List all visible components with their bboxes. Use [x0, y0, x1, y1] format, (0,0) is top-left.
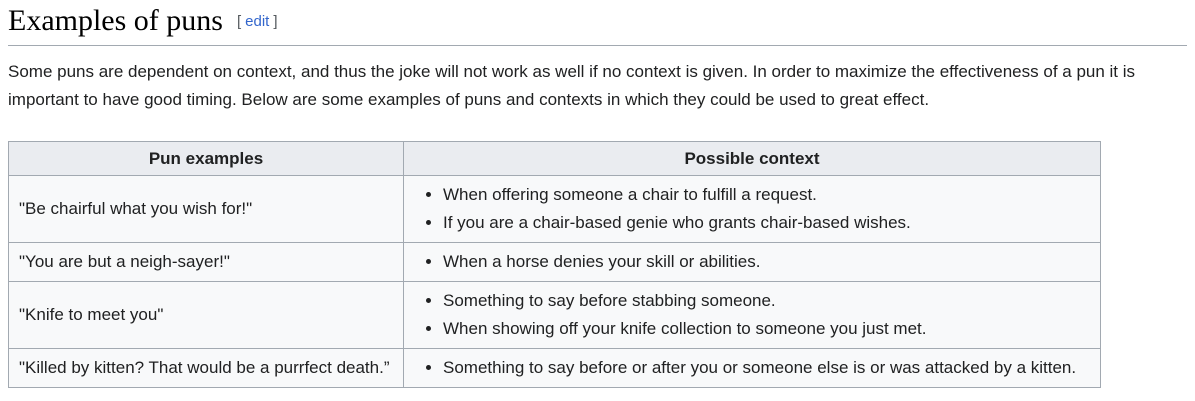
- context-list: [414, 181, 1090, 237]
- edit-link[interactable]: edit: [245, 13, 270, 30]
- pun-cell: "Killed by kitten? That would be a purrfect death.”: [9, 349, 404, 388]
- intro-paragraph: Some puns are dependent on context, and thus the joke will not work as well if no context is given. In order to maximize the effectiveness of a pun it is important to have good timing. Below are some examples of puns and contexts in which they could be used to great effect.: [8, 62, 1136, 109]
- edit-open-bracket: [: [236, 13, 242, 30]
- context-item: • Something to say before stabbing someone.: [443, 287, 1090, 315]
- section-heading: [8, 4, 1187, 46]
- pun-cell: "Be chairful what you wish for!": [9, 176, 404, 243]
- context-list: [414, 248, 1090, 276]
- context-cell: [404, 176, 1101, 243]
- context-cell: [404, 349, 1101, 388]
- context-list: [414, 287, 1090, 343]
- context-item: • Something to say before or after you or someone else is or was attacked by a kitten.: [443, 354, 1090, 382]
- context-list: [414, 354, 1090, 382]
- column-header-possible-context: Possible context: [404, 142, 1101, 176]
- pun-cell: "Knife to meet you": [9, 282, 404, 349]
- puns-table: [8, 141, 1101, 388]
- column-header-pun-examples: Pun examples: [9, 142, 404, 176]
- context-cell: [404, 282, 1101, 349]
- table-header-row: [9, 142, 1101, 176]
- context-item: • When offering someone a chair to fulfill a request.: [443, 181, 1090, 209]
- page-title: Examples of puns: [8, 4, 223, 37]
- context-item: • When showing off your knife collection to someone you just met.: [443, 315, 1090, 343]
- table-row: [9, 282, 1101, 349]
- context-cell: [404, 243, 1101, 282]
- puns-table-body: [9, 176, 1101, 388]
- edit-close-bracket: ]: [273, 13, 278, 30]
- table-row: [9, 176, 1101, 243]
- context-item: • When a horse denies your skill or abilities.: [443, 248, 1090, 276]
- pun-cell: "You are but a neigh-sayer!": [9, 243, 404, 282]
- table-row: [9, 349, 1101, 388]
- context-item: • If you are a chair-based genie who grants chair-based wishes.: [443, 209, 1090, 237]
- table-row: [9, 243, 1101, 282]
- edit-section: [237, 13, 278, 30]
